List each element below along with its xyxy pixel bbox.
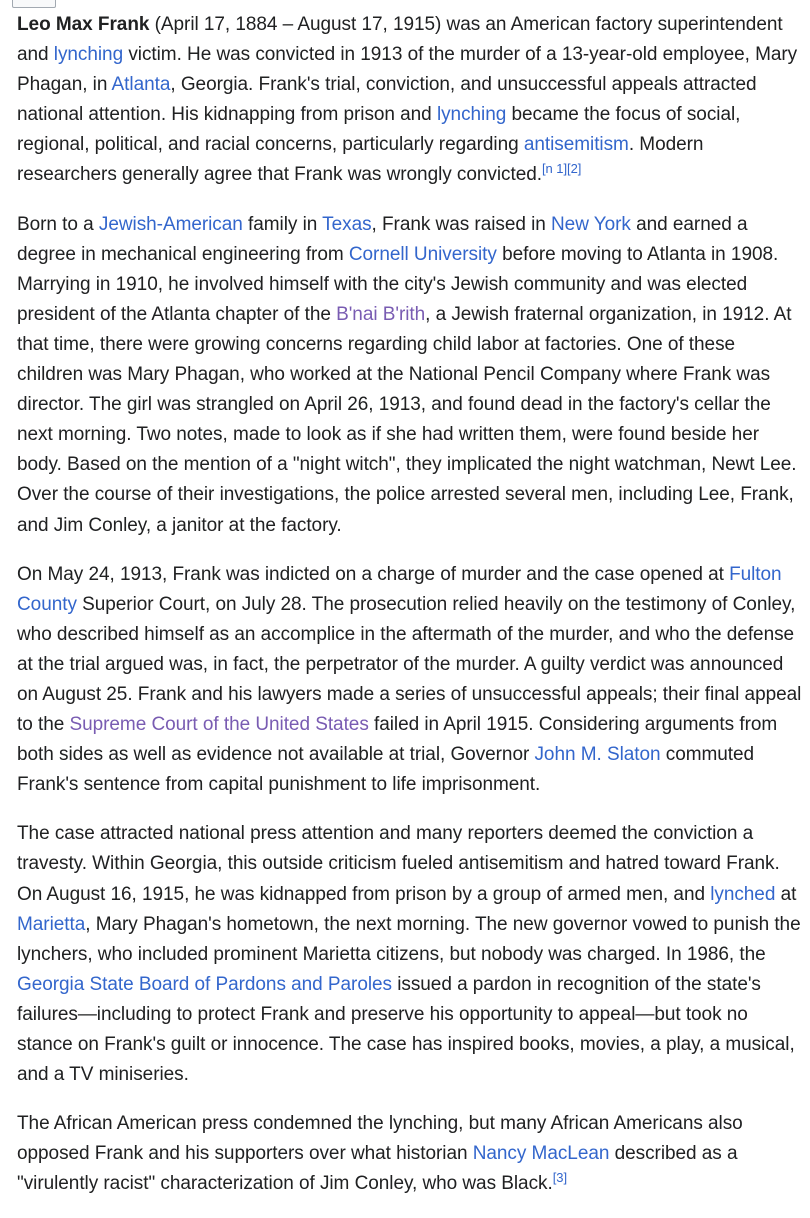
link-antisemitism[interactable]: antisemitism [523, 134, 629, 156]
link-lynched[interactable]: lynched [710, 883, 776, 905]
link-lynching[interactable]: lynching [53, 44, 124, 66]
text-span: , Georgia. Frank's trial, conviction, and unsuccessful appeals attracted national attention. His kidnapping from prison and [17, 74, 757, 126]
link-nancy-maclean[interactable]: Nancy MacLean [472, 1143, 610, 1165]
text-span: On May 24, 1913, Frank was indicted on a charge of murder and the case opened at [17, 563, 730, 585]
link-marietta[interactable]: Marietta [17, 913, 86, 935]
text-span: Born to a [17, 213, 99, 235]
link-pardons-board[interactable]: Georgia State Board of Pardons and Paroles [17, 973, 392, 995]
article-subject: Leo Max Frank [17, 14, 150, 35]
link-lynching-2[interactable]: lynching [436, 104, 507, 126]
link-jewish-american[interactable]: Jewish-American [98, 213, 243, 235]
text-span: (April 17, 1884 – August 17, 1915) was an American factory superintendent and [17, 14, 783, 66]
text-span: at [775, 883, 797, 905]
text-span: failed in April 1915. Considering arguments from both sides as well as evidence not available at trial, Governor [17, 714, 778, 766]
link-fulton-county[interactable]: Fulton County [17, 563, 782, 615]
link-new-york[interactable]: New York [551, 213, 631, 235]
text-span: Superior Court, on July 28. The prosecution relied heavily on the testimony of Conley, who described himself as an accomplice in the aftermath of the murder, and who the defense at the trial argued was, in fact, the perpetrator of the murder. A guilty verdict was announced on August 25. Frank and his lawyers made a series of unsuccessful appeals; their final appeal to the [17, 593, 802, 736]
link-texas[interactable]: Texas [322, 213, 372, 235]
paragraph-lynching [17, 819, 802, 1090]
cropped-ui-control [12, 0, 56, 8]
link-atlanta[interactable]: Atlanta [111, 74, 171, 96]
text-span: before moving to Atlanta in 1908. Marrying in 1910, he involved himself with the city's Jewish community and was elected president of the Atlanta chapter of the [17, 243, 779, 325]
reference-link-3[interactable]: [3] [552, 1170, 568, 1186]
text-span: . Modern researchers generally agree that Frank was wrongly convicted. [17, 134, 704, 186]
paragraph-trial [17, 560, 802, 801]
paragraph-early-life [17, 210, 802, 541]
link-cornell-university[interactable]: Cornell University [348, 243, 497, 265]
text-span: became the focus of social, regional, political, and racial concerns, particularly regarding [17, 104, 741, 156]
reference-note-n1 [542, 161, 581, 176]
reference-link-n1[interactable]: [n 1] [541, 161, 568, 177]
text-span: The African American press condemned the lynching, but many African Americans also opposed Frank and his supporters over what historian [17, 1113, 743, 1165]
article-body [17, 10, 802, 1218]
text-span: described as a "virulently racist" characterization of Jim Conley, who was Black. [17, 1143, 738, 1195]
paragraph-lead [17, 10, 802, 191]
link-john-m-slaton[interactable]: John M. Slaton [534, 744, 661, 766]
text-span: and earned a degree in mechanical engineering from [17, 213, 748, 265]
reference-note-3 [553, 1170, 567, 1185]
text-span: The case attracted national press attention and many reporters deemed the conviction a travesty. Within Georgia, this outside criticism fueled antisemitism and hatred toward Frank. On August 16, 1915, he was kidnapped from prison by a group of armed men, and [17, 823, 780, 905]
text-span: issued a pardon in recognition of the state's failures—including to protect Frank and preserve his opportunity to appeal—but took no stance on Frank's guilt or innocence. The case has inspired books, movies, a play, a musical, and a TV miniseries. [17, 973, 795, 1086]
link-bnai-brith[interactable]: B'nai B'rith [336, 303, 426, 325]
reference-link-2[interactable]: [2] [567, 161, 582, 177]
text-span: , Mary Phagan's hometown, the next morning. The new governor vowed to punish the lynchers, who included prominent Marietta citizens, but nobody was charged. In 1986, the [17, 913, 801, 965]
text-span: , a Jewish fraternal organization, in 1912. At that time, there were growing concerns regarding child labor at factories. One of these children was Mary Phagan, who worked at the National Pencil Company where Frank was director. The girl was strangled on April 26, 1913, and found dead in the factory's cellar the next morning. Two notes, made to look as if she had written them, were found beside her body. Based on the mention of a "night witch", they implicated the night watchman, Newt Lee. Over the course of their investigations, the police arrested several men, including Lee, Frank, and Jim Conley, a janitor at the factory. [17, 303, 797, 536]
text-span: family in [242, 213, 323, 235]
text-span: commuted Frank's sentence from capital punishment to life imprisonment. [17, 744, 755, 796]
text-span: , Frank was raised in [371, 213, 552, 235]
link-supreme-court[interactable]: Supreme Court of the United States [69, 714, 369, 736]
text-span: victim. He was convicted in 1913 of the murder of a 13-year-old employee, Mary Phagan, in [17, 44, 798, 96]
paragraph-african-american-press [17, 1109, 802, 1199]
